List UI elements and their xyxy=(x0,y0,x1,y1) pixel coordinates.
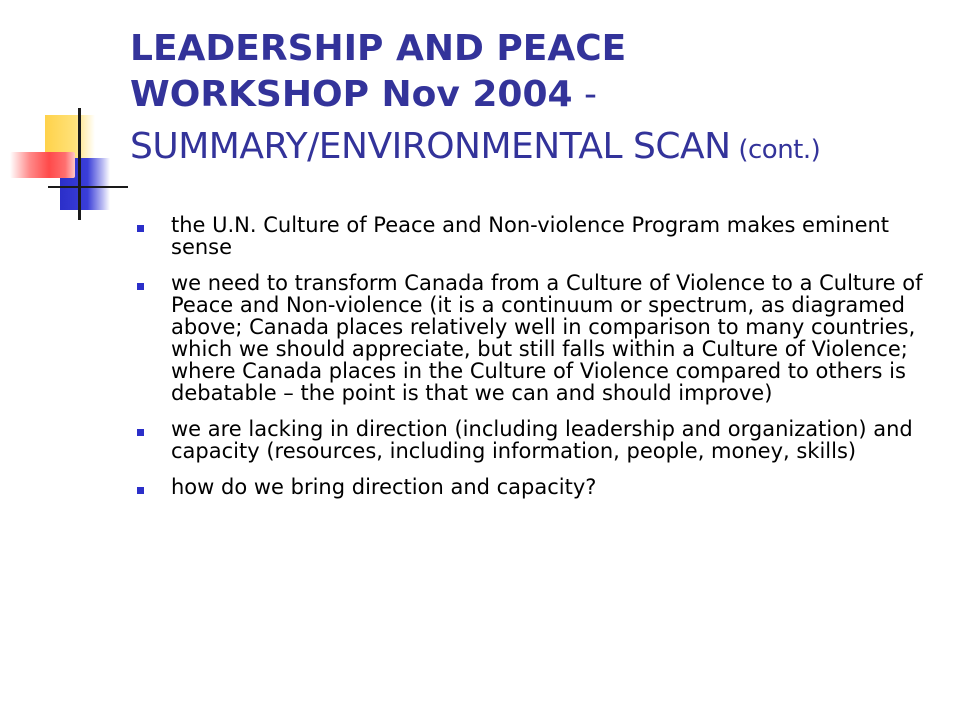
title-line-2 xyxy=(130,72,930,124)
bullet-item xyxy=(130,418,930,462)
logo-vertical-line xyxy=(78,108,81,220)
title-line-3-small: (cont.) xyxy=(730,135,821,165)
title-line-3-main: SUMMARY/ENVIRONMENTAL SCAN xyxy=(130,126,731,167)
square-bullet-icon xyxy=(137,283,144,290)
bullet-text: we need to transform Canada from a Culture of Violence to a Culture of Peace and Non-violence (it is a continuum or spectrum, as diagramed above; Canada places relatively well in comparison to many countries, which we should appreciate, but still falls within a Culture of Violence; where Canada places in the Culture of Violence compared to others is debatable – the point is that we can and should improve) xyxy=(171,271,923,405)
bullet-item xyxy=(130,272,930,404)
square-bullet-icon xyxy=(137,225,144,232)
square-bullet-icon xyxy=(137,487,144,494)
square-bullet-icon xyxy=(137,429,144,436)
title-line-2-dash: - xyxy=(572,74,598,115)
bullet-text: the U.N. Culture of Peace and Non-violence Program makes eminent sense xyxy=(171,213,890,259)
bullet-item xyxy=(130,476,930,498)
title-line-2-bold: WORKSHOP Nov 2004 xyxy=(130,74,573,115)
title-line-1: LEADERSHIP AND PEACE xyxy=(130,28,627,69)
bullet-text: how do we bring direction and capacity? xyxy=(171,475,597,499)
title-line-3 xyxy=(130,124,930,173)
bullet-text: we are lacking in direction (including leadership and organization) and capacity (resources, including information, people, money, skills) xyxy=(171,417,913,463)
bullet-item xyxy=(130,214,930,258)
decorative-logo-icon xyxy=(0,0,140,230)
logo-red-bar xyxy=(10,152,75,178)
slide-title xyxy=(130,26,930,173)
logo-horizontal-line xyxy=(48,186,128,188)
bullet-list xyxy=(130,214,930,512)
